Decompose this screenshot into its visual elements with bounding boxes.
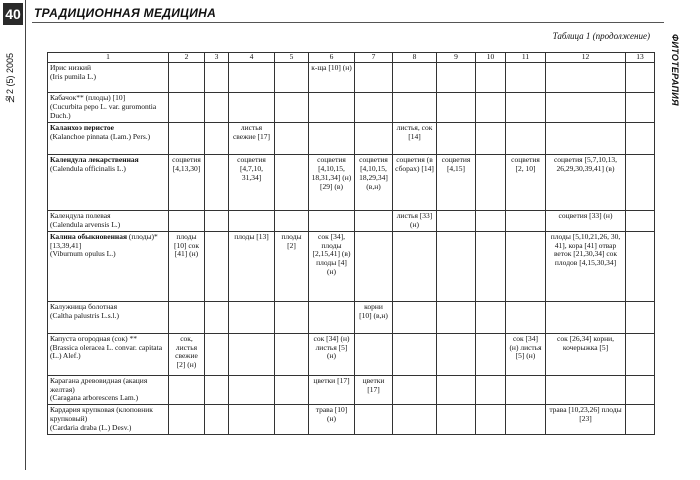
table-cell — [169, 375, 205, 405]
side-section-label: ФИТОТЕРАПИЯ — [670, 34, 680, 106]
plant-name-bold: Каланхоэ перистое — [50, 123, 114, 132]
table-cell — [476, 405, 506, 435]
plant-name: Капуста огородная (сок) ** — [50, 333, 138, 343]
table-cell — [437, 301, 476, 333]
table-cell — [476, 93, 506, 123]
table-cell — [626, 211, 655, 232]
table-cell — [169, 405, 205, 435]
table-cell — [275, 211, 309, 232]
table-cell — [476, 63, 506, 93]
table-cell — [546, 375, 626, 405]
table-cell: сок [34] (н) листья [5] (н) — [506, 333, 546, 375]
table-caption: Таблица 1 (продолжение) — [552, 31, 650, 41]
table-cell — [437, 63, 476, 93]
table-cell: соцветия [33] (н) — [546, 211, 626, 232]
plant-name-bold: Календула лекарственная — [50, 155, 139, 164]
table-cell — [275, 123, 309, 155]
column-header: 8 — [393, 53, 437, 63]
table-cell — [229, 211, 275, 232]
page-margin-bar — [0, 0, 26, 480]
table-cell: плоды [2] — [275, 231, 309, 301]
table-cell — [205, 301, 229, 333]
table-cell — [476, 155, 506, 211]
plant-name-cell — [48, 375, 169, 405]
page-number: 40 — [3, 3, 23, 25]
column-header: 11 — [506, 53, 546, 63]
table-cell — [476, 123, 506, 155]
table-cell: соцветия [4,13,30] — [169, 155, 205, 211]
table-cell — [205, 231, 229, 301]
table-cell — [205, 155, 229, 211]
column-header: 7 — [355, 53, 393, 63]
table-cell: соцветия [4,15] — [437, 155, 476, 211]
plant-name: (плоды)* [13,39,41] — [50, 231, 158, 250]
plant-latin-name: (Iris pumila L.) — [50, 71, 97, 81]
table-cell — [355, 333, 393, 375]
table-cell — [229, 301, 275, 333]
column-header: 9 — [437, 53, 476, 63]
table-cell — [476, 375, 506, 405]
plant-name: Кардария крупковая (клоповник крупковый) — [50, 405, 153, 424]
column-header: 6 — [309, 53, 355, 63]
table-cell — [437, 333, 476, 375]
table-cell — [275, 63, 309, 93]
column-header: 13 — [626, 53, 655, 63]
table-cell — [626, 93, 655, 123]
plant-latin-name: (Caltha palustris L.s.l.) — [50, 310, 119, 320]
table-cell — [626, 301, 655, 333]
table-cell: соцветия [2, 10] — [506, 155, 546, 211]
plant-name: Календула полевая — [50, 211, 111, 220]
plant-latin-name: (Kalanchoe pinnata (Lam.) Pers.) — [50, 131, 151, 141]
table-row — [48, 211, 655, 232]
table-cell: сок [34] (н) листья [5] (н) — [309, 333, 355, 375]
table-cell: плоды [5,10,21,26, 30, 41], кора [41] отвар веток [21,30,34] сок плодов [4,15,30,34] — [546, 231, 626, 301]
table-cell — [355, 123, 393, 155]
table-body — [48, 63, 655, 435]
table-row — [48, 375, 655, 405]
table-cell — [169, 211, 205, 232]
table-cell — [393, 405, 437, 435]
table-cell — [229, 375, 275, 405]
table-cell — [169, 301, 205, 333]
table-cell — [626, 155, 655, 211]
plant-latin-name: (Cardaria draba (L.) Desv.) — [50, 422, 132, 432]
plant-latin-name: (Brassica oleracea L. convar. capitata (L.) Alef.) — [50, 342, 163, 361]
table-cell: трава [10,23,26] плоды [23] — [546, 405, 626, 435]
table-cell: соцветия [4,10,15, 18,31,34] (н) [29] (в) — [309, 155, 355, 211]
table-cell — [626, 123, 655, 155]
table-cell: к-ща [10] (н) — [309, 63, 355, 93]
plant-latin-name: (Cucurbita pepo L. var. guromontia Duch.) — [50, 101, 157, 120]
table-row — [48, 123, 655, 155]
table-cell — [437, 93, 476, 123]
table-cell — [205, 333, 229, 375]
table-cell: листья свежие [17] — [229, 123, 275, 155]
table-cell — [506, 301, 546, 333]
table-cell — [393, 301, 437, 333]
table-cell — [309, 211, 355, 232]
table-cell: плоды [10] сок [41] (н) — [169, 231, 205, 301]
table-cell — [506, 63, 546, 93]
table-cell — [355, 93, 393, 123]
table-header-row — [48, 53, 655, 63]
column-header: 1 — [48, 53, 169, 63]
plant-name-cell — [48, 155, 169, 211]
plant-name-cell — [48, 333, 169, 375]
table-cell — [169, 63, 205, 93]
plant-name-cell — [48, 211, 169, 232]
table-cell — [626, 63, 655, 93]
table-cell: цветки [17] — [309, 375, 355, 405]
table-cell: соцветия [4,10,15, 18,29,34] (в,н) — [355, 155, 393, 211]
plant-name-cell — [48, 63, 169, 93]
table-cell — [506, 405, 546, 435]
table-cell — [626, 405, 655, 435]
table-cell — [205, 63, 229, 93]
plant-latin-name: (Caragana arborescens Lam.) — [50, 393, 139, 403]
table-cell — [205, 93, 229, 123]
plant-latin-name: (Viburnum opulus L.) — [50, 249, 116, 259]
table-cell — [229, 405, 275, 435]
table-row — [48, 93, 655, 123]
column-header: 3 — [205, 53, 229, 63]
journal-section-title: ТРАДИЦИОННАЯ МЕДИЦИНА — [34, 6, 217, 20]
table-cell — [355, 63, 393, 93]
plant-latin-name: (Calendula arvensis L.) — [50, 219, 121, 229]
plant-name-cell — [48, 93, 169, 123]
table-cell — [275, 333, 309, 375]
plant-latin-name: (Calendula officinalis L.) — [50, 163, 126, 173]
table-cell: соцветия (в сборах) [14] — [393, 155, 437, 211]
header-rule — [32, 22, 664, 23]
table-cell — [393, 93, 437, 123]
table-cell — [626, 375, 655, 405]
table-cell — [546, 301, 626, 333]
table-cell — [309, 123, 355, 155]
table-cell — [355, 405, 393, 435]
table-cell — [506, 93, 546, 123]
table-cell — [437, 123, 476, 155]
table-cell — [229, 63, 275, 93]
table-cell — [476, 333, 506, 375]
plant-name: Кабачок** (плоды) [10] — [50, 93, 126, 102]
table-cell — [205, 123, 229, 155]
table-cell: корни [10] (в,н) — [355, 301, 393, 333]
table-cell — [275, 93, 309, 123]
table-cell — [205, 405, 229, 435]
table-cell — [437, 405, 476, 435]
plant-name: Калужница болотная — [50, 301, 118, 311]
table-cell — [309, 301, 355, 333]
table-cell — [626, 231, 655, 301]
table-cell — [476, 301, 506, 333]
table-cell — [626, 333, 655, 375]
table-cell — [393, 63, 437, 93]
table-cell — [393, 375, 437, 405]
table-cell — [169, 93, 205, 123]
table-cell — [546, 63, 626, 93]
table-cell — [546, 93, 626, 123]
table-cell — [393, 333, 437, 375]
table-cell — [437, 211, 476, 232]
table-cell — [275, 301, 309, 333]
table-cell: цветки [17] — [355, 375, 393, 405]
column-header: 10 — [476, 53, 506, 63]
column-header: 2 — [169, 53, 205, 63]
table-row — [48, 405, 655, 435]
issue-label: №2 (5) 2005 — [5, 52, 15, 104]
table-cell — [229, 93, 275, 123]
margin-rule — [25, 0, 26, 470]
table-cell — [393, 231, 437, 301]
table-cell — [205, 375, 229, 405]
table-cell — [506, 375, 546, 405]
table-cell: сок [26,34] корни, кочерыжка [5] — [546, 333, 626, 375]
table-cell — [355, 231, 393, 301]
column-header: 4 — [229, 53, 275, 63]
plant-name-bold: Калина обыкновенная — [50, 231, 128, 241]
table-cell — [437, 231, 476, 301]
table-cell — [506, 211, 546, 232]
table-cell: листья, сок [14] — [393, 123, 437, 155]
table-cell — [275, 155, 309, 211]
table-row — [48, 301, 655, 333]
plant-name-cell — [48, 231, 169, 301]
table-cell: сок [34], плоды [2,15,41] (в) плоды [4] (н) — [309, 231, 355, 301]
table-cell — [437, 375, 476, 405]
table-cell: плоды [13] — [229, 231, 275, 301]
table-cell — [169, 123, 205, 155]
column-header: 12 — [546, 53, 626, 63]
table-row — [48, 63, 655, 93]
plant-name: Карагана древовидная (акация желтая) — [50, 375, 148, 394]
plant-name-cell — [48, 123, 169, 155]
table-row — [48, 155, 655, 211]
table-cell: сок, листья свежие [2] (н) — [169, 333, 205, 375]
table-cell — [476, 211, 506, 232]
plant-name-cell — [48, 405, 169, 435]
table-cell — [355, 211, 393, 232]
table-row — [48, 333, 655, 375]
plant-name-cell — [48, 301, 169, 333]
table-cell — [476, 231, 506, 301]
plant-table — [47, 52, 655, 435]
table-cell — [275, 405, 309, 435]
table-row — [48, 231, 655, 301]
table-cell: соцветия [5,7,10,13, 26,29,30,39,41] (в) — [546, 155, 626, 211]
table-cell — [275, 375, 309, 405]
table-cell — [546, 123, 626, 155]
table-cell: листья [33] (н) — [393, 211, 437, 232]
table-cell: соцветия [4,7,10, 31,34] — [229, 155, 275, 211]
column-header: 5 — [275, 53, 309, 63]
table-cell — [506, 123, 546, 155]
table-cell — [309, 93, 355, 123]
table-cell: трава [10] (н) — [309, 405, 355, 435]
table-cell — [506, 231, 546, 301]
plant-name: Ирис низкий — [50, 63, 92, 72]
table-cell — [229, 333, 275, 375]
table-cell — [205, 211, 229, 232]
